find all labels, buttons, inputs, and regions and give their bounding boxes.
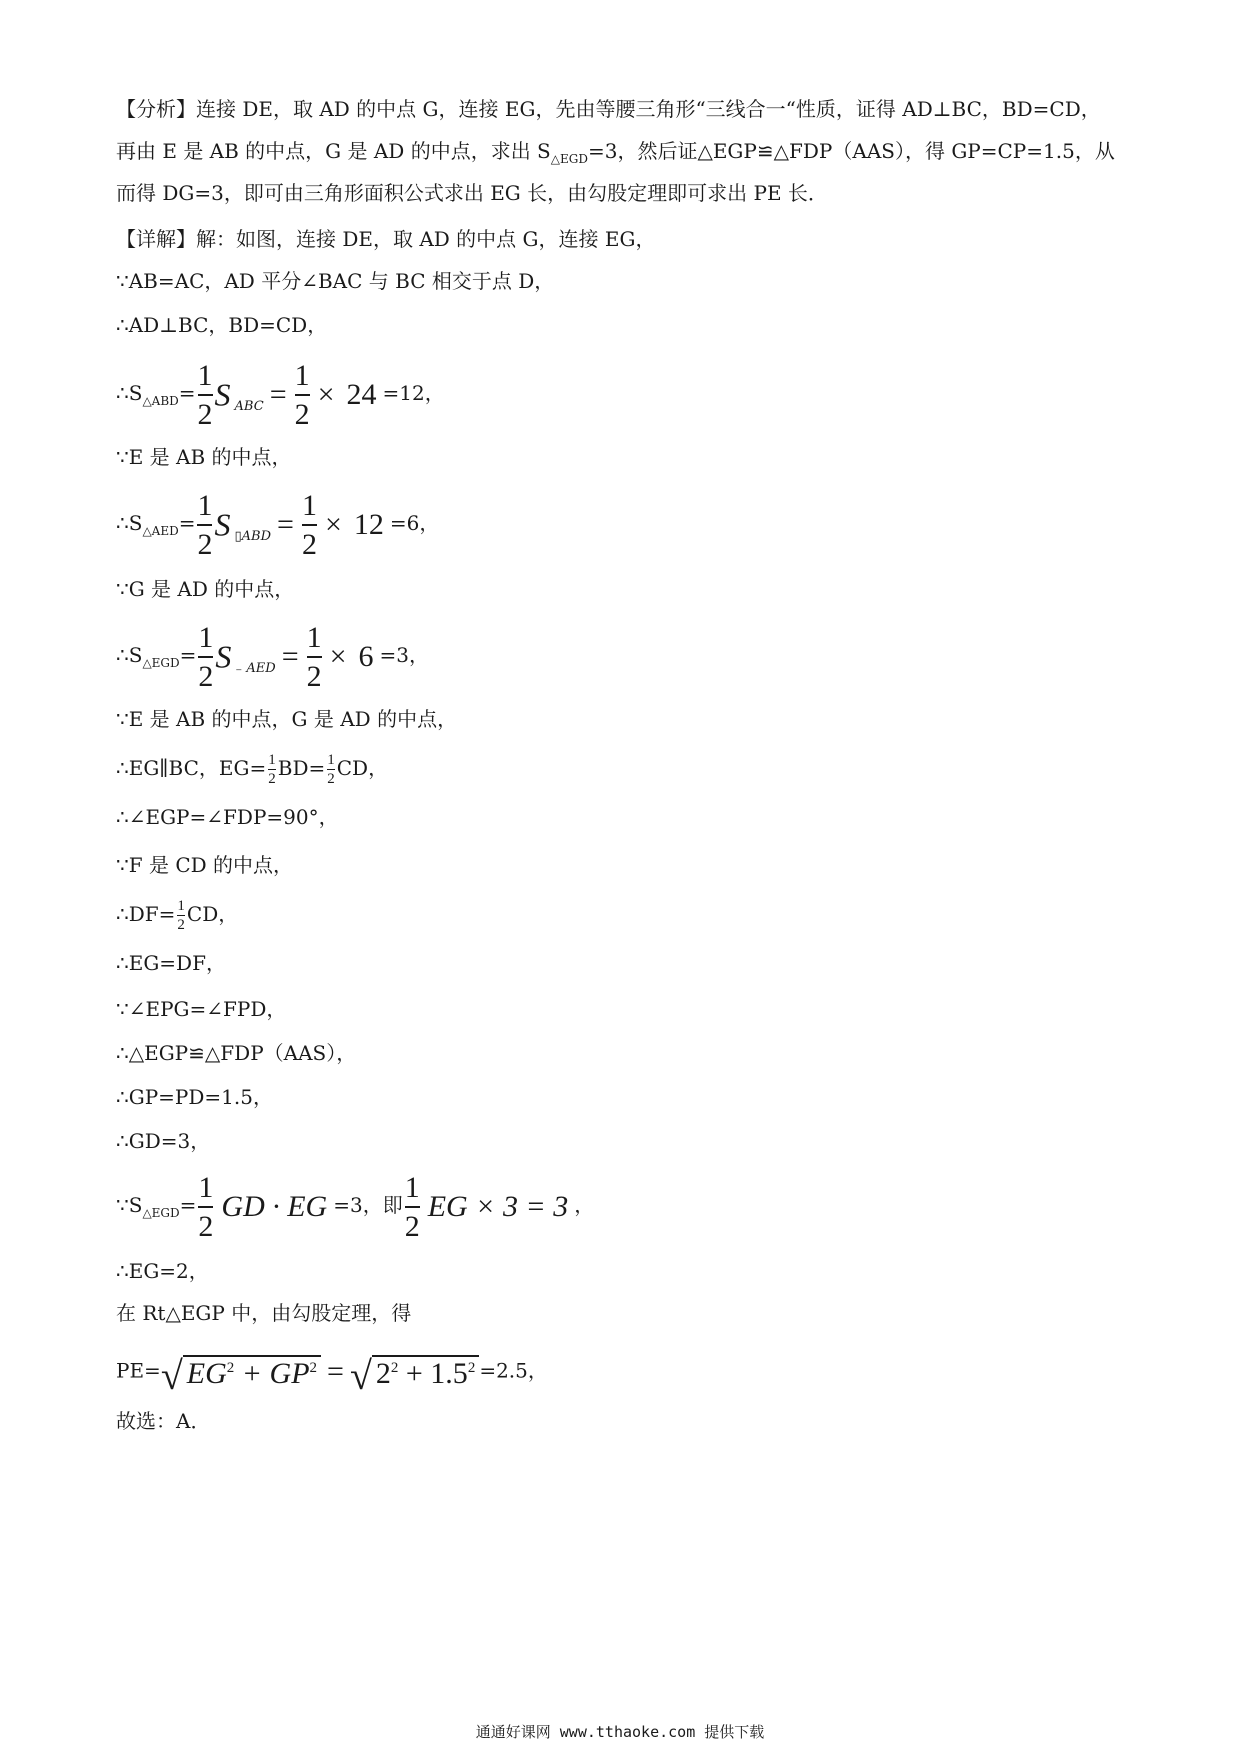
step-11: ∵∠EPG=∠FPD， bbox=[116, 997, 287, 1021]
step-5: ∵E 是 AB 的中点，G 是 AD 的中点， bbox=[116, 707, 458, 731]
sqrt-expression: √ $2^2 + 1.5^2$ bbox=[350, 1338, 479, 1406]
fraction-half: $\frac{1}{2}$ bbox=[306, 620, 322, 693]
step-4: ∵G 是 AD 的中点， bbox=[116, 577, 295, 601]
fraction-half: $\frac{1}{2}$ bbox=[197, 358, 213, 431]
step-3: ∵E 是 AB 的中点， bbox=[116, 445, 292, 469]
equation-5: PE=√ $EG^2 + GP^2$ = √ $2^2 + 1.5^2 =2.5$， bbox=[116, 1338, 548, 1398]
analysis-line-2: 再由 E 是 AB 的中点，G 是 AD 的中点，求出 $S_{\triangle EGD}=3$，然后证△EGP≌△FDP（AAS），得 GP=CP=1.5，从 bbox=[116, 139, 1115, 166]
page-footer: 通通好课网 www.tthaoke.com 提供下载 bbox=[475, 1723, 765, 1741]
fraction-half: $\frac{1}{2}$ bbox=[198, 1170, 214, 1243]
equation-4: $\because S_{\triangle EGD}=$ $\frac{1}{2}$ GD · EG =3，即 $\frac{1}{2}$ EG × 3 = 3 ， bbox=[116, 1170, 595, 1243]
step-15: ∴EG=2， bbox=[116, 1259, 209, 1283]
fraction-half: $\frac{1}{2}$ bbox=[198, 620, 214, 693]
fraction-half: $\frac{1}{2}$ bbox=[197, 488, 213, 561]
step-8: ∵F 是 CD 的中点， bbox=[116, 853, 294, 877]
detail-intro: 【详解】解：如图，连接 DE，取 AD 的中点 G，连接 EG， bbox=[116, 227, 656, 251]
analysis-line-3: 而得 DG=3，即可由三角形面积公式求出 EG 长，由勾股定理即可求出 PE 长． bbox=[116, 181, 828, 205]
step-7: ∴∠EGP=∠FDP=90°， bbox=[116, 805, 339, 829]
equation-3: $\therefore S_{\triangle EGD}=$ $\frac{1}{2}$ S $_{_- AED}$ = $\frac{1}{2}$ × 6 =3， bbox=[116, 620, 430, 693]
step-9: ∴DF= $\frac{1}{2}$ CD， bbox=[116, 897, 239, 933]
step-16: 在 Rt△EGP 中，由勾股定理，得 bbox=[116, 1301, 412, 1325]
analysis-line-1: 【分析】连接 DE，取 AD 的中点 G，连接 EG，先由等腰三角形“三线合一“性质，证得 AD⊥BC，BD=CD， bbox=[116, 97, 1101, 121]
step-10: ∴EG=DF， bbox=[116, 951, 226, 975]
equation-2: $\therefore S_{\triangle AED}=$ $\frac{1}{2}$ S $_{▯ABD}$ = $\frac{1}{2}$ × 12 =6， bbox=[116, 488, 440, 561]
fraction-half: $\frac{1}{2}$ bbox=[301, 488, 317, 561]
fraction-half: $\frac{1}{2}$ bbox=[294, 358, 310, 431]
step-6: ∴EG∥BC，EG= $\frac{1}{2}$ BD= $\frac{1}{2}$ CD， bbox=[116, 751, 389, 787]
fraction-half: $\frac{1}{2}$ bbox=[404, 1170, 420, 1243]
step-17: 故选：A． bbox=[116, 1409, 211, 1433]
step-13: ∴GP=PD=1.5， bbox=[116, 1085, 273, 1109]
sqrt-expression: √ $EG^2 + GP^2$ bbox=[161, 1338, 321, 1406]
step-12: ∴△EGP≌△FDP（AAS）， bbox=[116, 1041, 357, 1065]
step-14: ∴GD=3， bbox=[116, 1129, 211, 1153]
equation-1: $\therefore S_{\triangle ABD}=$ $\frac{1}{2}$ S $_{ABC}$ = $\frac{1}{2}$ × 24 =12， bbox=[116, 358, 445, 431]
step-1: ∵AB=AC，AD 平分∠BAC 与 BC 相交于点 D， bbox=[116, 269, 555, 293]
step-2: ∴AD⊥BC，BD=CD， bbox=[116, 313, 328, 337]
